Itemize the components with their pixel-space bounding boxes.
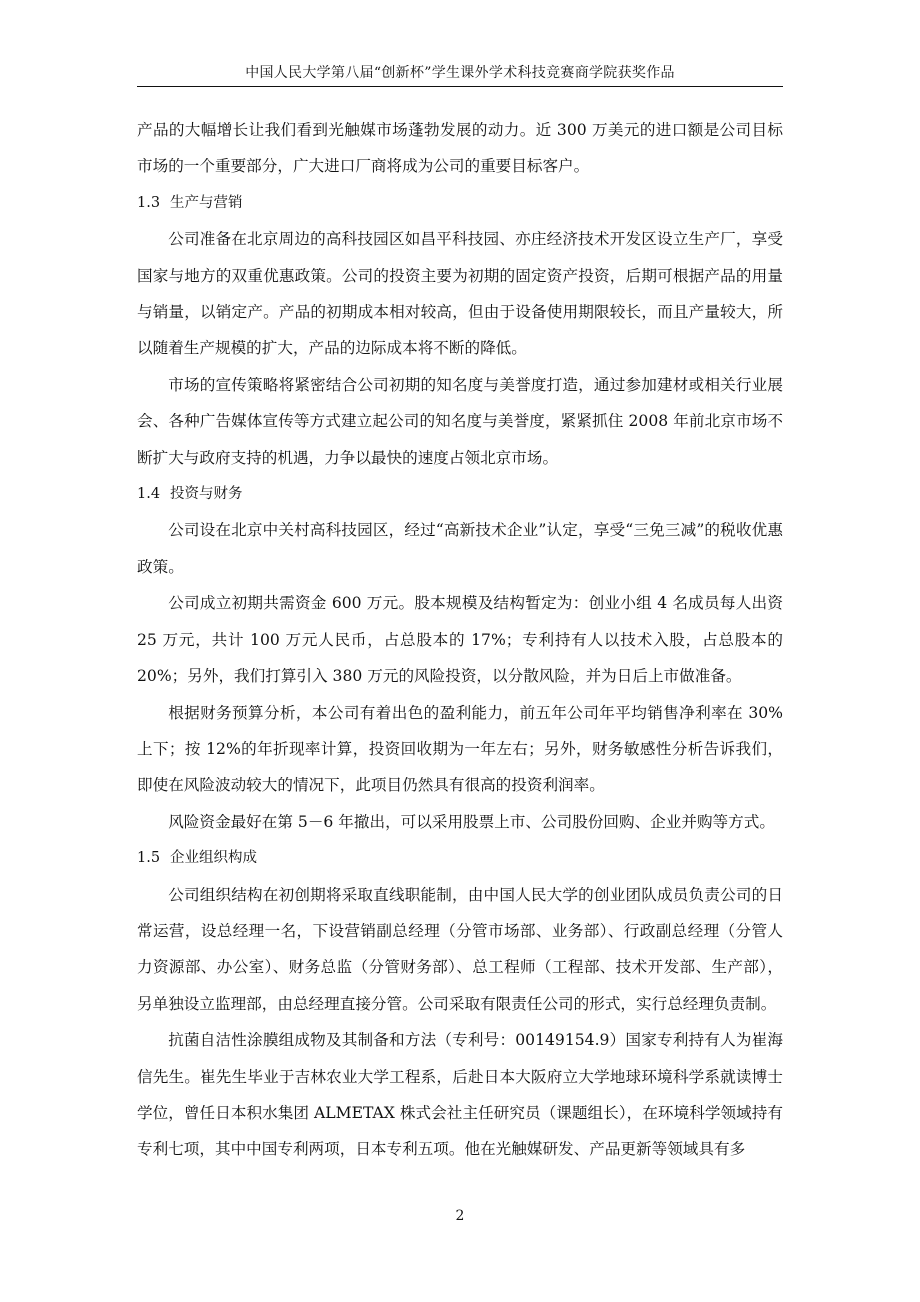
paragraph-risk-exit: 风险资金最好在第 5－6 年撤出，可以采用股票上市、公司股份回购、企业并购等方式。 bbox=[168, 812, 775, 831]
header-rule bbox=[137, 86, 783, 87]
section-title: 生产与营销 bbox=[170, 194, 243, 211]
paragraph-capital: 公司成立初期共需资金 600 万元。股本规模及结构暂定为：创业小组 4 名成员每人出资 25 万元，共计 100 万元人民币，占总股本的 17%；专利持有人以技术入股，占总股本的 20%；另外，我们打算引入 380 万元的风险投资，以分散风险，并为日后上市做准备。 bbox=[137, 594, 783, 686]
paragraph-production: 公司准备在北京周边的高科技园区如昌平科技园、亦庄经济技术开发区设立生产厂，享受国家与地方的双重优惠政策。公司的投资主要为初期的固定资产投资，后期可根据产品的用量与销量，以销定产。产品的初期成本相对较高，但由于设备使用期限较长，而且产量较大，所以随着生产规模的扩大，产品的边际成本将不断的降低。 bbox=[137, 230, 783, 358]
section-title: 企业组织构成 bbox=[170, 850, 257, 867]
section-number: 1.4 bbox=[137, 486, 161, 503]
paragraph-patent-holder: 抗菌自洁性涂膜组成物及其制备和方法（专利号：00149154.9）国家专利持有人为崔海信先生。崔先生毕业于吉林农业大学工程系，后赴日本大阪府立大学地球环境科学系就读博士学位，曾任日本积水集团 ALMETAX 株式会社主任研究员（课题组长），在环境科学领域持有专利七项，其中中国专利两项，日本专利五项。他在光触媒研发、产品更新等领域具有多 bbox=[137, 1031, 783, 1159]
section-heading-1-3 bbox=[137, 185, 783, 221]
paragraph-organization: 公司组织结构在初创期将采取直线职能制，由中国人民大学的创业团队成员负责公司的日常运营，设总经理一名，下设营销副总经理（分管市场部、业务部）、行政副总经理（分管人力资源部、办公室）、财务总监（分管财务部）、总工程师（工程部、技术开发部、生产部），另单独设立监理部，由总经理直接分管。公司采取有限责任公司的形式，实行总经理负责制。 bbox=[137, 885, 783, 1013]
section-heading-1-5 bbox=[137, 840, 783, 876]
page-number: 2 bbox=[455, 1208, 465, 1224]
paragraph-tax-policy: 公司设在北京中关村高科技园区，经过“高新技术企业”认定，享受“三免三减”的税收优惠政策。 bbox=[137, 521, 783, 576]
paragraph-marketing: 市场的宣传策略将紧密结合公司初期的知名度与美誉度打造，通过参加建材或相关行业展会、各种广告媒体宣传等方式建立起公司的知名度与美誉度，紧紧抓住 2008 年前北京市场不断扩大与政府支持的机遇，力争以最快的速度占领北京市场。 bbox=[137, 375, 783, 467]
running-header: 中国人民大学第八届“创新杯”学生课外学术科技竞赛商学院获奖作品 bbox=[245, 65, 675, 81]
section-number: 1.5 bbox=[137, 850, 161, 867]
paragraph-financial-analysis: 根据财务预算分析，本公司有着出色的盈利能力，前五年公司年平均销售净利率在 30%上下；按 12%的年折现率计算，投资回收期为一年左右；另外，财务敏感性分析告诉我们，即使在风险波动较大的情况下，此项目仍然具有很高的投资利润率。 bbox=[137, 703, 783, 795]
section-title: 投资与财务 bbox=[170, 486, 243, 503]
body-text bbox=[137, 112, 783, 1168]
section-heading-1-4 bbox=[137, 476, 783, 512]
section-number: 1.3 bbox=[137, 194, 161, 211]
paragraph-market-import: 产品的大幅增长让我们看到光触媒市场蓬勃发展的动力。近 300 万美元的进口额是公司目标市场的一个重要部分，广大进口厂商将成为公司的重要目标客户。 bbox=[137, 121, 783, 176]
